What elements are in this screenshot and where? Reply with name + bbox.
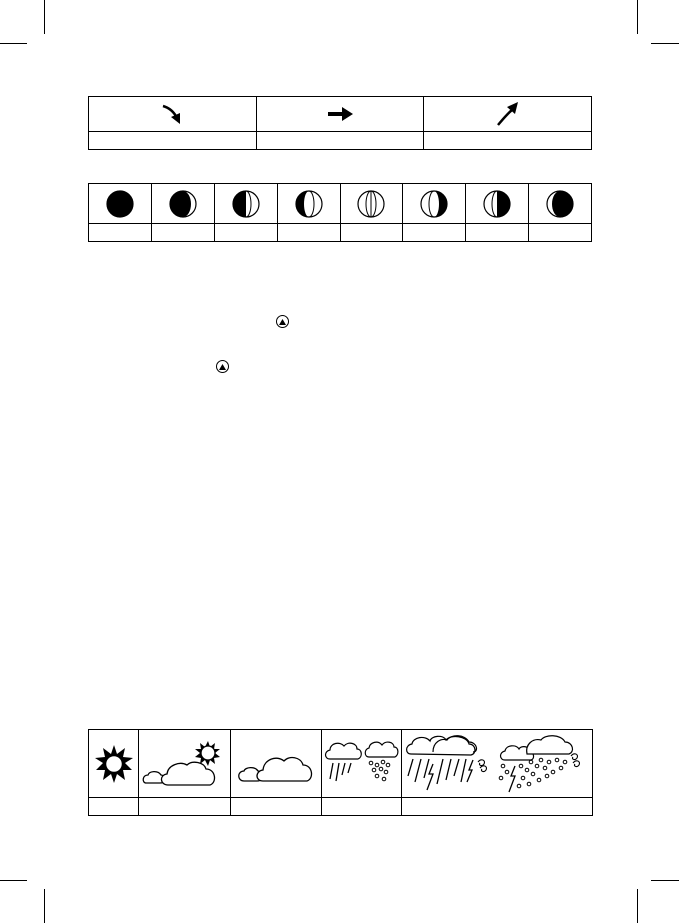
- rain-snow-icon: [324, 735, 400, 793]
- last-quarter-icon: [482, 189, 512, 219]
- moon-label: [403, 224, 466, 242]
- weather-cell: [89, 730, 139, 798]
- moon-cell: [403, 184, 466, 224]
- weather-label: [322, 798, 402, 816]
- new-moon-icon: [105, 189, 135, 219]
- cloudy-icon: [231, 735, 321, 793]
- full-moon-icon: [356, 189, 386, 219]
- moon-label: [214, 224, 277, 242]
- arrow-up-right-icon: [496, 101, 520, 127]
- crop-mark: [651, 880, 679, 881]
- trend-label: [256, 132, 424, 150]
- arrow-right-icon: [327, 107, 353, 121]
- weather-label: [402, 798, 593, 816]
- weather-label: [139, 798, 231, 816]
- moon-label: [89, 224, 152, 242]
- up-button-icon[interactable]: [276, 315, 289, 328]
- moon-cell: [89, 184, 152, 224]
- weather-cell: [231, 730, 322, 798]
- trend-cell: [89, 97, 257, 132]
- trend-label: [89, 132, 257, 150]
- crop-mark: [44, 0, 45, 34]
- weather-label: [231, 798, 322, 816]
- triangle-up-icon: [279, 319, 286, 325]
- partly-cloudy-icon: [140, 735, 230, 793]
- weather-cell: [139, 730, 231, 798]
- weather-forecast-table: [88, 729, 593, 816]
- crop-mark: [637, 0, 638, 34]
- arrow-down-right-icon: [160, 102, 184, 126]
- weather-label: [89, 798, 139, 816]
- trend-cell: [256, 97, 424, 132]
- crop-mark: [0, 43, 27, 44]
- waxing-gibbous-icon: [294, 189, 324, 219]
- crop-mark: [44, 889, 45, 923]
- waning-gibbous-icon: [419, 189, 449, 219]
- moon-label: [340, 224, 403, 242]
- moon-cell: [466, 184, 529, 224]
- moon-cell: [214, 184, 277, 224]
- moon-label: [277, 224, 340, 242]
- trend-label: [424, 132, 592, 150]
- moon-label: [529, 224, 592, 242]
- weather-cell: [402, 730, 593, 798]
- triangle-up-icon: [219, 364, 226, 370]
- waxing-crescent-icon: [168, 189, 198, 219]
- pressure-trend-table: [88, 96, 592, 150]
- sunny-icon: [92, 742, 136, 786]
- first-quarter-icon: [231, 189, 261, 219]
- moon-cell: [277, 184, 340, 224]
- crop-mark: [0, 880, 27, 881]
- weather-cell: [322, 730, 402, 798]
- waning-crescent-icon: [545, 189, 575, 219]
- up-button-icon[interactable]: [216, 360, 229, 373]
- storm-icon: [403, 732, 591, 796]
- moon-cell: [340, 184, 403, 224]
- crop-mark: [651, 43, 679, 44]
- moon-label: [151, 224, 214, 242]
- crop-mark: [637, 889, 638, 923]
- moon-cell: [151, 184, 214, 224]
- moon-cell: [529, 184, 592, 224]
- trend-cell: [424, 97, 592, 132]
- moon-label: [466, 224, 529, 242]
- moon-phase-table: [88, 183, 592, 242]
